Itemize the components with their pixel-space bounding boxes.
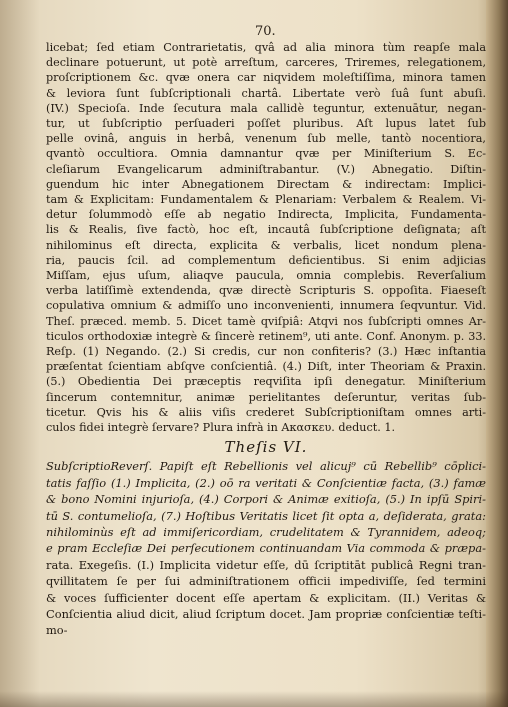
text-line: qvillitatem ſe per ſui adminiſtrationem officii impediviſſe, ſed termini — [46, 574, 486, 589]
text-line: declinare potuerunt, ut potè arreſtum, carceres, Triremes, relegationem, — [46, 56, 486, 70]
text-line: Miſſam, ejus uſum, aliaqve paucula, omnia complebis. Reverſalium — [46, 269, 486, 283]
thesis-heading: Theſis VI. — [224, 438, 308, 457]
text-line: præſentat ſcientiam abſqve conſcientiâ. (4.) Diſt, inter Theoriam & Praxin. — [46, 360, 486, 374]
page-number: 70. — [255, 24, 276, 39]
text-line: pelle ovinâ, anguis in herbâ, venenum ſub melle, tantò nocentiora, — [46, 132, 486, 146]
text-line: & leviora ſunt ſubſcriptionali chartâ. Libertate verò ſuâ ſunt abuſi. — [46, 86, 486, 100]
text-line: cleſiarum Evangelicarum adminiſtrabantur. (V.) Abnegatio. Diſtin- — [46, 162, 486, 176]
text-line: verba latiſſimè extendenda, qvæ directè Scripturis S. oppoſita. Fiaeseſt — [46, 284, 486, 298]
text-line: & bono Nomini injurioſa, (4.) Corpori & Animæ exitioſa, (5.) In ipſū Spiri- — [46, 492, 486, 507]
text-line: nihilominus eſt directa, explicita & verbalis, licet nondum plena- — [46, 238, 486, 252]
text-line: ſincerum contemnitur, animæ perielitantes deſeruntur, veritas ſub- — [46, 390, 486, 404]
text-line: (IV.) Specioſa. Inde ſecutura mala callidè teguntur, extenuātur, negan- — [46, 101, 486, 115]
text-line: e pram Eccleſiæ Dei perſecutionem continuandam Via commoda & præpa- — [46, 541, 486, 556]
text-line: tū S. contumelioſa, (7.) Hoſtibus Veritatis licet ſit opta a, deſiderata, grata: — [46, 508, 486, 523]
text-line: ticetur. Qvis his & aliis viſis crederet Subſcriptioniſtam omnes arti- — [46, 405, 486, 419]
page-gutter-shadow — [0, 0, 40, 707]
text-line: licebat; ſed etiam Contrarietatis, qvâ ad alia minora tùm reapſe mala — [46, 41, 486, 54]
text-line: proſcriptionem &c. qvæ onera car niqvidem moleſtiſſima, minora tamen — [46, 71, 486, 85]
text-line: copulativa omnium & admiſſo uno inconvenienti, innumera ſeqvuntur. Vid. — [46, 299, 486, 313]
text-line: tam & Explicitam: Fundamentalem & Plenariam: Verbalem & Realem. Vi- — [46, 193, 486, 207]
text-line: tur, ut ſubſcriptio perſuaderi poſſet pluribus. Aſt lupus latet ſub — [46, 117, 486, 131]
page-bottom-shadow — [0, 691, 508, 707]
text-line: Conſcientia aliud dicit, aliud ſcriptum docet. Jam propriæ conſcientiæ teſti- — [46, 606, 486, 621]
text-line: guendum hic inter Abnegationem Directam & indirectam: Implici- — [46, 177, 486, 191]
text-line: & voces ſufficienter docent eſſe apertam & explicitam. (II.) Veritas & — [46, 590, 486, 605]
text-line: Reſp. (1) Negando. (2.) Si credis, cur non confiteris? (3.) Hæc inſtantia — [46, 345, 486, 359]
page-right-edge — [486, 0, 508, 707]
text-line: culos fidei integrè ſervare? Plura infrà in Ακασκευ. deduct. 1. — [46, 421, 396, 435]
text-line: nihilominùs eſt ad immiſericordiam, crudelitatem & Tyrannidem, adeoq; — [46, 524, 486, 539]
text-line: lis & Realis, ſive factò, hoc eſt, incautâ ſubſcriptione deſignata; aſt — [46, 223, 486, 237]
text-line: ticulos orthodoxiæ integrè & ſincerè retinem⁹, uti ante. Conf. Anonym. p. 33. — [46, 329, 486, 343]
text-line: ria, paucis ſcil. ad complementum deficientibus. Si enim adjicias — [46, 253, 486, 267]
body-text — [46, 40, 486, 639]
text-line: rata. Exegeſis. (I.) Implicita videtur eſſe, dū ſcriptitāt publicâ Regni tran- — [46, 557, 486, 572]
text-line: tatis faſſio (1.) Implicita, (2.) oō ra veritati & Conſcientiæ facta, (3.) famæ — [46, 475, 486, 490]
text-line: detur ſolummodò eſſe ab negatio Indirecta, Implicita, Fundamenta- — [46, 208, 486, 222]
text-line: SubſcriptioReverſ. Papiſt eſt Rebellionis vel alicuj⁹ cū Rebellib⁹ cōplici- — [46, 459, 486, 474]
thesis-text — [46, 458, 486, 638]
text-line: qvantò occultiora. Omnia damnantur qvæ per Miniſterium S. Ec- — [46, 147, 486, 161]
catchword: mo- — [46, 623, 68, 638]
text-line: (5.) Obedientia Dei præceptis reqviſita ipſi denegatur. Miniſterium — [46, 375, 486, 389]
text-line: Theſ. præced. memb. 5. Dicet tamè qviſpiâ: Atqvi nos ſubſcripti omnes Ar- — [46, 314, 486, 328]
